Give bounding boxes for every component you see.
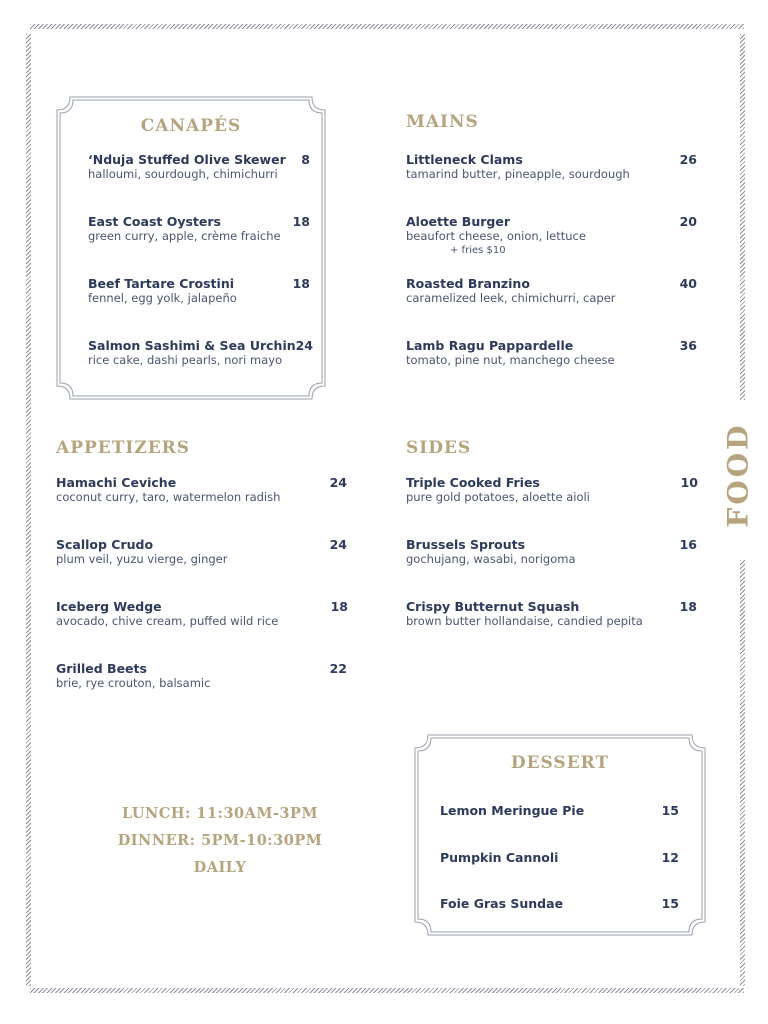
dessert-title: DESSERT: [510, 753, 610, 773]
item-description: fennel, egg yolk, jalapeño: [88, 291, 237, 305]
daily-label: DAILY: [193, 859, 247, 876]
item-description: rice cake, dashi pearls, nori mayo: [88, 353, 283, 367]
canapes-item: [88, 152, 286, 182]
sides-title: SIDES: [406, 438, 472, 458]
border-right-upper: [740, 34, 745, 400]
item-price: 24: [329, 475, 347, 490]
item-description: tamarind butter, pineapple, sourdough: [406, 167, 630, 181]
item-name: Brussels Sprouts: [406, 537, 526, 552]
item-name: Foie Gras Sundae: [440, 896, 564, 911]
item-description: brown butter hollandaise, candied pepita: [406, 614, 643, 628]
appetizers-title: APPETIZERS: [56, 438, 191, 458]
lunch-hours: LUNCH: 11:30AM-3PM: [121, 805, 318, 822]
item-name: Beef Tartare Crostini: [88, 276, 235, 291]
hours-block: [60, 800, 380, 881]
item-name: Littleneck Clams: [406, 152, 523, 167]
item-name: Roasted Branzino: [406, 276, 530, 291]
item-description: gochujang, wasabi, norigoma: [406, 552, 576, 566]
item-price: 15: [661, 803, 679, 818]
mains-item: [406, 214, 586, 258]
item-name: Lemon Meringue Pie: [440, 803, 585, 818]
item-description: tomato, pine nut, manchego cheese: [406, 353, 615, 367]
border-bottom: [30, 988, 744, 993]
item-description: brie, rye crouton, balsamic: [56, 676, 211, 690]
item-addon: + fries $10: [450, 245, 506, 256]
item-price: 18: [292, 214, 310, 229]
mains-title: MAINS: [406, 112, 479, 132]
item-description: coconut curry, taro, watermelon radish: [56, 490, 281, 504]
item-name: Pumpkin Cannoli: [440, 850, 559, 865]
mains-item: [406, 152, 630, 182]
item-description: avocado, chive cream, puffed wild rice: [56, 614, 279, 628]
item-description: green curry, apple, crème fraiche: [88, 229, 281, 243]
canapes-title: CANAPÉS: [140, 116, 242, 136]
item-name: Salmon Sashimi & Sea Urchin: [88, 338, 296, 353]
item-description: pure gold potatoes, aloette aioli: [406, 490, 590, 504]
item-price: 16: [679, 537, 697, 552]
item-price: 20: [679, 214, 697, 229]
item-name: Crispy Butternut Squash: [406, 599, 580, 614]
sides-item: [406, 599, 643, 629]
appetizers-item: [56, 475, 280, 505]
item-name: Grilled Beets: [56, 661, 147, 676]
mains-item: [406, 338, 615, 368]
item-description: plum veil, yuzu vierge, ginger: [56, 552, 228, 566]
dessert-item: [440, 850, 558, 865]
item-price: 36: [679, 338, 697, 353]
item-description: halloumi, sourdough, chimichurri: [88, 167, 278, 181]
item-price: 18: [292, 276, 310, 291]
item-price: 12: [661, 850, 679, 865]
appetizers-item: [56, 537, 227, 567]
item-price: 24: [329, 537, 347, 552]
border-right-lower: [740, 560, 745, 986]
item-name: East Coast Oysters: [88, 214, 221, 229]
food-label-text: FOOD: [721, 422, 755, 528]
item-price: 18: [679, 599, 697, 614]
item-price: 22: [329, 661, 347, 676]
dinner-hours: DINNER: 5PM-10:30PM: [117, 832, 323, 849]
canapes-item: [88, 214, 281, 244]
appetizers-item: [56, 599, 278, 629]
item-name: Iceberg Wedge: [56, 599, 162, 614]
item-price: 24: [295, 338, 313, 353]
food-side-label: [716, 405, 760, 545]
border-left: [26, 34, 31, 986]
dessert-item: [440, 896, 563, 911]
item-name: ‘Nduja Stuffed Olive Skewer: [88, 152, 286, 167]
item-price: 18: [330, 599, 348, 614]
canapes-item: [88, 338, 296, 368]
item-description: caramelized leek, chimichurri, caper: [406, 291, 616, 305]
item-description: beaufort cheese, onion, lettuce: [406, 229, 586, 243]
border-top: [30, 24, 744, 29]
dessert-item: [440, 803, 584, 818]
item-price: 10: [680, 475, 698, 490]
canapes-item: [88, 276, 237, 306]
sides-item: [406, 537, 576, 567]
appetizers-item: [56, 661, 210, 691]
sides-item: [406, 475, 590, 505]
item-name: Lamb Ragu Pappardelle: [406, 338, 574, 353]
item-price: 26: [679, 152, 697, 167]
item-price: 40: [679, 276, 697, 291]
mains-item: [406, 276, 616, 306]
item-name: Hamachi Ceviche: [56, 475, 177, 490]
item-name: Triple Cooked Fries: [406, 475, 540, 490]
item-price: 8: [301, 152, 310, 167]
item-price: 15: [661, 896, 679, 911]
item-name: Aloette Burger: [406, 214, 510, 229]
item-name: Scallop Crudo: [56, 537, 154, 552]
